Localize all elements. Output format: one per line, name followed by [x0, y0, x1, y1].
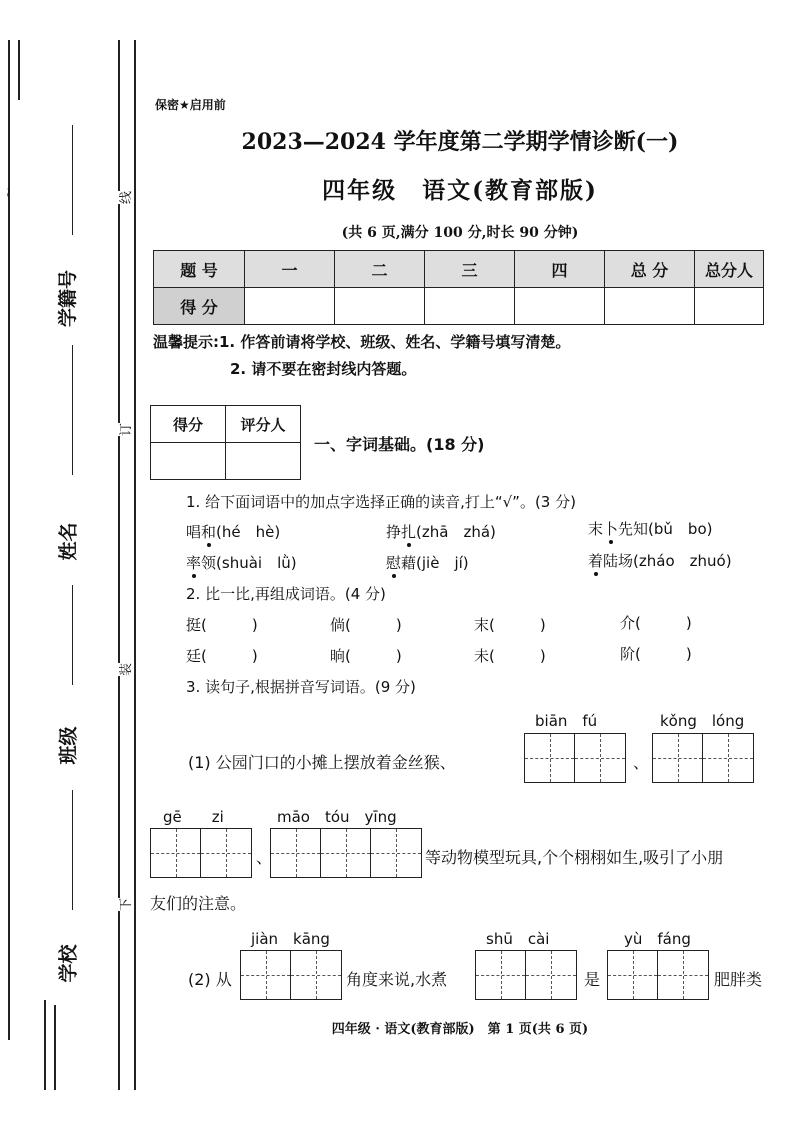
q3-s1c-text: 友们的注意。: [150, 894, 247, 913]
grid-gezi-cell-2[interactable]: [201, 829, 251, 877]
q1-item-4[interactable]: [186, 552, 297, 573]
score-header-3: 三: [425, 251, 515, 288]
q1-item-3[interactable]: [588, 518, 712, 539]
pinyin-konglong: kǒng lóng: [660, 712, 745, 730]
grid-jiankang-cell-2[interactable]: [291, 951, 341, 999]
q1-item-6-post: 陆场: [603, 552, 634, 570]
margin-line-bottom-1: [44, 1000, 46, 1090]
grid-gezi[interactable]: [150, 828, 252, 878]
grid-konglong[interactable]: [652, 733, 754, 783]
score-header-2: 二: [335, 251, 425, 288]
seal-mark-4: 下: [115, 898, 134, 911]
field-label-name: 姓名: [57, 522, 80, 561]
grid-shucai-cell-2[interactable]: [526, 951, 576, 999]
section1-title: 一、字词基础。(18 分): [314, 435, 485, 454]
q2-r2-2[interactable]: 晌( ): [330, 647, 402, 665]
grid-maotouying[interactable]: [270, 828, 422, 878]
field-label-student-id: 学籍号: [57, 269, 80, 328]
exam-title: 2023—2024 学年度第二学期学情诊断(一): [241, 129, 679, 155]
score-cell-total[interactable]: [605, 288, 695, 325]
score-header-label: 题 号: [154, 251, 245, 288]
score-cell-4[interactable]: [515, 288, 605, 325]
score-cell-3[interactable]: [425, 288, 515, 325]
score-header-4: 四: [515, 251, 605, 288]
grid-yufang-cell-2[interactable]: [658, 951, 708, 999]
q2-r1-1[interactable]: 挺( ): [186, 616, 258, 634]
q1-item-3-post: 先知: [618, 520, 649, 538]
score-row-label: 得 分: [154, 288, 245, 325]
grid-shucai[interactable]: [475, 950, 577, 1000]
seal-mark-1: 线: [115, 191, 134, 204]
q3-s2-a: (2) 从: [188, 970, 232, 989]
q2-r2-3[interactable]: 未( ): [474, 647, 546, 665]
grid-konglong-cell-2[interactable]: [703, 734, 753, 782]
q2-r1-3[interactable]: 末( ): [474, 616, 546, 634]
q1-item-2-dot: 扎: [401, 523, 417, 541]
score-header-1: 一: [245, 251, 335, 288]
q3-s2-b: 角度来说,水煮: [346, 970, 448, 989]
q3-prompt: 3. 读句子,根据拼音写词语。(9 分): [186, 678, 416, 696]
grader-score-label: 得分: [151, 406, 226, 443]
field-label-school: 学校: [57, 944, 80, 983]
grid-jiankang[interactable]: [240, 950, 342, 1000]
q3-s1b-text: 等动物模型玩具,个个栩栩如生,吸引了小朋: [425, 848, 724, 867]
q1-item-5-opts: (jiè jí): [416, 554, 469, 572]
page-footer: 四年级 · 语文(教育部版) 第 1 页(共 6 页): [331, 1022, 589, 1037]
score-cell-2[interactable]: [335, 288, 425, 325]
q1-item-6-opts: (zháo zhuó): [633, 552, 732, 570]
exam-subtitle: 四年级 语文(教育部版): [322, 177, 598, 204]
grid-maotouying-cell-2[interactable]: [321, 829, 371, 877]
tip-line-2: 2. 请不要在密封线内答题。: [230, 360, 417, 378]
pinyin-bianfu: biān fú: [535, 712, 598, 730]
q3-s1b-sep: 、: [256, 848, 273, 867]
grader-table: [150, 405, 301, 480]
pinyin-yufang: yù fáng: [624, 930, 691, 948]
field-line-4: [72, 790, 73, 910]
q1-item-3-pre: 末: [588, 520, 604, 538]
grader-marker-label: 评分人: [226, 406, 301, 443]
q1-prompt: 1. 给下面词语中的加点字选择正确的读音,打上“√”。(3 分): [186, 493, 576, 511]
field-line-2: [72, 345, 73, 475]
grid-gezi-cell-1[interactable]: [151, 829, 201, 877]
grader-score-cell[interactable]: [151, 443, 226, 480]
pinyin-shucai: shū cài: [486, 930, 550, 948]
score-cell-1[interactable]: [245, 288, 335, 325]
q1-item-5-post: 藉: [401, 554, 417, 572]
grid-konglong-cell-1[interactable]: [653, 734, 703, 782]
field-line-1: [72, 125, 73, 235]
q1-item-3-opts: (bǔ bo): [648, 520, 713, 538]
margin-line-left-2: [18, 40, 20, 100]
score-header-total: 总 分: [605, 251, 695, 288]
q2-prompt: 2. 比一比,再组成词语。(4 分): [186, 585, 386, 603]
q1-item-2-opts: (zhā zhá): [416, 523, 496, 541]
seal-line-outer: [134, 40, 136, 1090]
exam-info: (共 6 页,满分 100 分,时长 90 分钟): [341, 225, 579, 241]
score-cell-scorer[interactable]: [695, 288, 764, 325]
q1-item-2-pre: 挣: [386, 523, 402, 541]
grid-bianfu-cell-2[interactable]: [575, 734, 625, 782]
grid-maotouying-cell-1[interactable]: [271, 829, 321, 877]
pinyin-gezi: gē zi: [163, 808, 224, 826]
grid-shucai-cell-1[interactable]: [476, 951, 526, 999]
grid-bianfu[interactable]: [524, 733, 626, 783]
q1-item-6[interactable]: [588, 550, 732, 571]
q1-item-6-dot: 着: [588, 552, 604, 570]
q1-item-1-dot: 和: [201, 523, 217, 541]
pinyin-maotouying: māo tóu yīng: [277, 808, 397, 826]
q1-item-1-opts: (hé hè): [216, 523, 281, 541]
q1-item-3-dot: 卜: [603, 520, 619, 538]
pinyin-jiankang: jiàn kāng: [251, 930, 330, 948]
grid-yufang-cell-1[interactable]: [608, 951, 658, 999]
grid-maotouying-cell-3[interactable]: [371, 829, 421, 877]
q2-r1-2[interactable]: 倘( ): [330, 616, 402, 634]
q1-item-4-opts: (shuài lǜ): [216, 554, 297, 572]
grid-jiankang-cell-1[interactable]: [241, 951, 291, 999]
q1-item-1-post: 唱: [186, 523, 202, 541]
grid-bianfu-cell-1[interactable]: [525, 734, 575, 782]
grid-yufang[interactable]: [607, 950, 709, 1000]
q3-s1-text: (1) 公园门口的小摊上摆放着金丝猴、: [188, 753, 456, 772]
q3-s1-sep: 、: [633, 753, 650, 772]
margin-line-bottom-2: [54, 1005, 56, 1090]
q1-item-4-post: 领: [201, 554, 217, 572]
q1-item-1[interactable]: [186, 521, 280, 542]
q2-r2-1[interactable]: 廷( ): [186, 647, 258, 665]
score-header-scorer: 总分人: [695, 251, 764, 288]
q3-s2-c: 是: [584, 970, 601, 989]
q1-item-5[interactable]: [386, 552, 469, 573]
seal-mark-2: 订: [115, 423, 134, 436]
tip-line-1: 温馨提示:1. 作答前请将学校、班级、姓名、学籍号填写清楚。: [153, 333, 571, 351]
score-table: [153, 250, 764, 325]
q2-r1-4[interactable]: 介( ): [620, 614, 692, 632]
q1-item-5-dot: 慰: [386, 554, 402, 572]
q2-r2-4[interactable]: 阶( ): [620, 645, 692, 663]
secret-label: 保密★启用前: [155, 98, 226, 112]
q1-item-2[interactable]: [386, 521, 496, 542]
corner-mark: ~: [0, 187, 17, 199]
field-label-class: 班级: [57, 726, 80, 765]
grader-marker-cell[interactable]: [226, 443, 301, 480]
q1-item-4-dot: 率: [186, 554, 202, 572]
field-line-3: [72, 585, 73, 685]
seal-mark-3: 装: [115, 663, 134, 676]
q3-s2-d: 肥胖类: [714, 970, 763, 989]
